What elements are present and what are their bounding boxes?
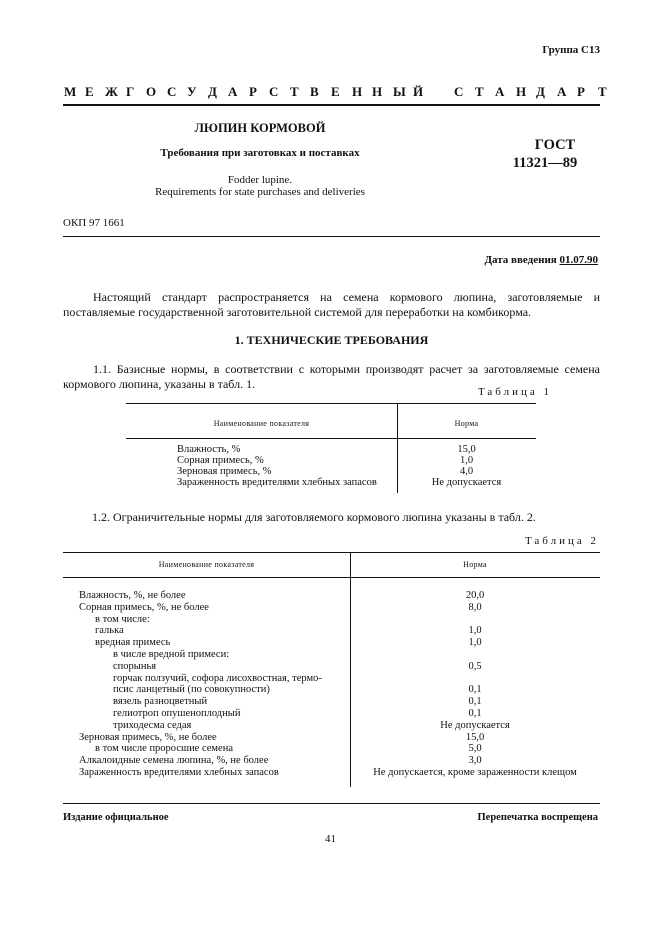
table2-cell-value: 8,0 xyxy=(468,602,482,613)
banner-letter: Р xyxy=(577,84,585,99)
table2-top-rule xyxy=(63,552,600,553)
banner-letter: О xyxy=(146,84,157,99)
banner-letter: Н xyxy=(516,84,527,99)
banner-letter: Т xyxy=(290,84,299,99)
table1-caption: Таблица 1 xyxy=(477,386,552,398)
banner-letter: Е xyxy=(85,84,94,99)
banner-letter: С xyxy=(454,84,464,99)
table2-cell-name: спорынья xyxy=(113,661,157,672)
table2-cell-value: 1,0 xyxy=(468,625,482,636)
table2-cell-value: 0,1 xyxy=(468,708,482,719)
table2-cell-name: в том числе проросшие семена xyxy=(95,743,234,754)
banner-letter: В xyxy=(310,84,319,99)
banner-letter: Й xyxy=(413,84,424,99)
paragraph-1-1: 1.1. Базисные нормы, в соответствии с которыми производят расчет за заготовляемые семена кормового люпина, указаны в табл. 1. xyxy=(63,362,600,391)
gost-number: 11321—89 xyxy=(512,155,578,171)
table2-cell-value: 0,1 xyxy=(468,684,482,695)
table2-cell-name: горчак ползучий, софора лисохвостная, термо- xyxy=(113,673,322,684)
banner-letter: М xyxy=(64,84,77,99)
table1-cell-value: Не допускается xyxy=(431,477,502,488)
banner-letter: Д xyxy=(208,84,217,99)
document-title: ЛЮПИН КОРМОВОЙ xyxy=(194,121,326,135)
table2-cell-value: 0,1 xyxy=(468,696,482,707)
intro-paragraph: Настоящий стандарт распространяется на семена кормового люпина, заготовляемые и поставляемые государственной заготовительной системой для переработки на комбикорма. xyxy=(63,290,600,319)
table2-header-norm: Норма xyxy=(463,560,487,569)
gost-label: ГОСТ xyxy=(534,137,576,153)
footer-right: Перепечатка воспрещена xyxy=(477,812,598,823)
table2-cell-name: псис ланцетный (по совокупности) xyxy=(113,684,270,695)
header-rule xyxy=(63,236,600,237)
english-title-line1: Fodder lupine. xyxy=(227,174,293,186)
group-code: Группа С13 xyxy=(542,44,600,56)
banner-letter: Т xyxy=(475,84,484,99)
english-title-line2: Requirements for state purchases and deliveries xyxy=(155,186,365,198)
table2-cell-value: Не допускается xyxy=(440,720,510,731)
table1-header-norm: Норма xyxy=(454,419,479,428)
banner-letter: У xyxy=(187,84,197,99)
table2-cell-name: в том числе: xyxy=(95,614,150,625)
table1-top-rule xyxy=(126,403,536,404)
table2-cell-value: Не допускается, кроме зараженности клещом xyxy=(373,767,577,778)
banner-letter: А xyxy=(495,84,505,99)
table1-cell-name: Сорная примесь, % xyxy=(177,455,264,466)
date-value: 01.07.90 xyxy=(559,254,598,266)
table2-cell-name: вязель разноцветный xyxy=(113,696,208,707)
table1-cell-name: Зерновая примесь, % xyxy=(177,466,272,477)
page-number: 41 xyxy=(325,833,336,845)
table2-cell-value: 1,0 xyxy=(468,637,482,648)
table1-header-name: Наименование показателя xyxy=(213,419,310,428)
banner-letter: С xyxy=(269,84,279,99)
footer-rule xyxy=(63,803,600,804)
banner-letter: Д xyxy=(536,84,545,99)
banner-letter: Ы xyxy=(393,84,406,99)
table2-cell-name: Зерновая примесь, %, не более xyxy=(79,732,217,743)
table1-cell-name: Влажность, % xyxy=(177,444,241,455)
table2-cell-name: в числе вредной примеси: xyxy=(113,649,230,660)
banner-letter: А xyxy=(228,84,238,99)
table2-header-rule xyxy=(63,577,600,578)
banner-letter: Т xyxy=(598,84,607,99)
table2-cell-value: 3,0 xyxy=(468,755,482,766)
table2-cell-value: 5,0 xyxy=(468,743,482,754)
banner-letter: Н xyxy=(372,84,383,99)
table1-cell-value: 4,0 xyxy=(459,466,474,477)
table2-cell-name: гелиотроп опушеноплодный xyxy=(113,708,241,719)
table2-caption: Таблица 2 xyxy=(524,535,599,547)
table2-cell-value: 15,0 xyxy=(465,732,485,743)
banner-letter: Ж xyxy=(105,84,118,99)
banner-letter: А xyxy=(557,84,567,99)
banner-letter: С xyxy=(167,84,177,99)
table2-cell-value: 20,0 xyxy=(465,590,485,601)
banner-letter: Р xyxy=(249,84,257,99)
date-label: Дата введения xyxy=(484,254,557,266)
banner-letter: Е xyxy=(331,84,340,99)
table1-cell-value: 1,0 xyxy=(459,455,474,466)
table1-cell-value: 15,0 xyxy=(457,444,476,455)
table1-cell-name: Зараженность вредителями хлебных запасов xyxy=(177,477,377,488)
paragraph-1-2: 1.2. Ограничительные нормы для заготовляемого кормового люпина указаны в табл. 2. xyxy=(92,510,536,524)
document-subtitle: Требования при заготовках и поставках xyxy=(160,147,360,159)
table2-cell-value: 0,5 xyxy=(468,661,482,672)
table2-cell-name: вредная примесь xyxy=(95,637,171,648)
introduction-date xyxy=(484,254,598,266)
table2-cell-name: Сорная примесь, %, не более xyxy=(79,602,209,613)
okp-code: ОКП 97 1661 xyxy=(63,217,125,229)
table2-cell-name: Влажность, %, не более xyxy=(79,590,186,601)
table2-cell-name: Зараженность вредителями хлебных запасов xyxy=(79,767,279,778)
banner-letter: Н xyxy=(352,84,363,99)
table2-cell-name: галька xyxy=(95,625,124,636)
section-title: 1. ТЕХНИЧЕСКИЕ ТРЕБОВАНИЯ xyxy=(234,333,429,347)
banner-letter: Г xyxy=(126,84,135,99)
table2-header-name: Наименование показателя xyxy=(158,560,255,569)
table2-cell-name: Алкалоидные семена люпина, %, не более xyxy=(79,755,269,766)
table1-header-rule xyxy=(126,438,536,439)
footer-left: Издание официальное xyxy=(63,812,169,823)
table2-cell-name: триходесма седая xyxy=(113,720,192,731)
banner-rule xyxy=(63,104,600,106)
